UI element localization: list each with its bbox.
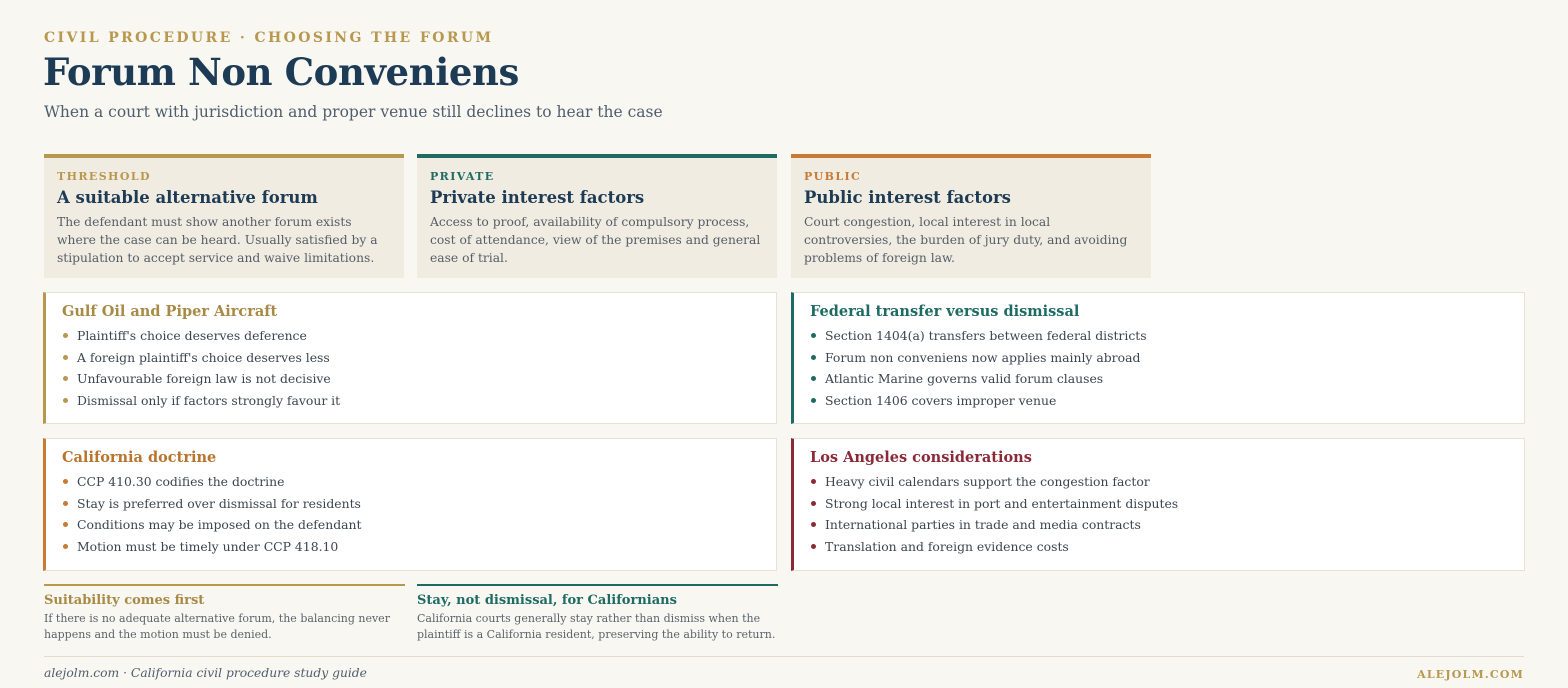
bullet-icon: [811, 355, 816, 360]
card-body: Access to proof, availability of compulsory process, cost of attendance, view of the premises and general ease of trial.: [430, 215, 761, 265]
bullet-icon: [63, 479, 68, 484]
bullet-icon: [63, 398, 68, 403]
footer-divider: [44, 656, 1524, 657]
eyebrow: CIVIL PROCEDURE · CHOOSING THE FORUM: [44, 30, 494, 46]
bullet-icon: [63, 355, 68, 360]
list-item: CCP 410.30 codifies the doctrine: [62, 471, 760, 493]
list-item: Motion must be timely under CCP 418.10: [62, 536, 760, 558]
list-item: Section 1404(a) transfers between federal districts: [810, 325, 1508, 347]
panel-los-angeles: [791, 438, 1525, 571]
panel-heading: California doctrine: [62, 449, 217, 466]
note-stay: [417, 584, 778, 643]
footer-credit: alejolm.com · California civil procedure study guide: [44, 666, 367, 680]
list-item: A foreign plaintiff's choice deserves less: [62, 347, 760, 369]
bullet-icon: [63, 522, 68, 527]
bullet-icon: [811, 544, 816, 549]
list-item: Strong local interest in port and entertainment disputes: [810, 493, 1508, 515]
bullet-icon: [811, 479, 816, 484]
note-heading: Suitability comes first: [44, 593, 205, 608]
page-title: Forum Non Conveniens: [43, 50, 519, 94]
card-public: [791, 154, 1151, 278]
card-private: [417, 154, 777, 278]
list-item: Dismissal only if factors strongly favour it: [62, 390, 760, 412]
list-item: Unfavourable foreign law is not decisive: [62, 368, 760, 390]
panel-list: [62, 471, 760, 558]
list-item: Conditions may be imposed on the defendant: [62, 514, 760, 536]
card-tag: THRESHOLD: [57, 170, 151, 183]
note-heading: Stay, not dismissal, for Californians: [417, 593, 677, 608]
bullet-icon: [63, 501, 68, 506]
list-item: Plaintiff's choice deserves deference: [62, 325, 760, 347]
panel-list: [810, 471, 1508, 558]
list-item: Section 1406 covers improper venue: [810, 390, 1508, 412]
note-suitability: [44, 584, 405, 643]
panel-list: [810, 325, 1508, 412]
panel-california-doctrine: [43, 438, 777, 571]
bullet-icon: [63, 333, 68, 338]
page-subtitle: When a court with jurisdiction and proper venue still declines to hear the case: [44, 103, 663, 121]
card-heading: Public interest factors: [804, 188, 1011, 207]
bullet-icon: [811, 333, 816, 338]
card-tag: PRIVATE: [430, 170, 495, 183]
panel-heading: Federal transfer versus dismissal: [810, 303, 1080, 320]
list-item: Heavy civil calendars support the congestion factor: [810, 471, 1508, 493]
bullet-icon: [811, 522, 816, 527]
bullet-icon: [811, 376, 816, 381]
list-item: International parties in trade and media contracts: [810, 514, 1508, 536]
list-item: Translation and foreign evidence costs: [810, 536, 1508, 558]
panel-heading: Los Angeles considerations: [810, 449, 1032, 466]
list-item: Atlantic Marine governs valid forum clauses: [810, 368, 1508, 390]
panel-gulf-oil: [43, 292, 777, 424]
footer-site-link[interactable]: ALEJOLM.COM: [1417, 668, 1524, 681]
panel-federal-transfer: [791, 292, 1525, 424]
note-body: California courts generally stay rather than dismiss when the plaintiff is a California resident, preserving the ability to return.: [417, 612, 776, 641]
panel-list: [62, 325, 760, 412]
list-item: Stay is preferred over dismissal for residents: [62, 493, 760, 515]
bullet-icon: [811, 398, 816, 403]
card-threshold: [44, 154, 404, 278]
bullet-icon: [63, 376, 68, 381]
card-body: Court congestion, local interest in local controversies, the burden of jury duty, and avoiding problems of foreign law.: [804, 215, 1128, 265]
bullet-icon: [811, 501, 816, 506]
card-body: The defendant must show another forum exists where the case can be heard. Usually satisfied by a stipulation to accept service and waive limitations.: [57, 215, 378, 265]
panel-heading: Gulf Oil and Piper Aircraft: [62, 303, 278, 320]
list-item: Forum non conveniens now applies mainly abroad: [810, 347, 1508, 369]
card-heading: A suitable alternative forum: [57, 188, 318, 207]
bullet-icon: [63, 544, 68, 549]
card-heading: Private interest factors: [430, 188, 645, 207]
card-tag: PUBLIC: [804, 170, 862, 183]
note-body: If there is no adequate alternative forum, the balancing never happens and the motion must be denied.: [44, 612, 390, 641]
